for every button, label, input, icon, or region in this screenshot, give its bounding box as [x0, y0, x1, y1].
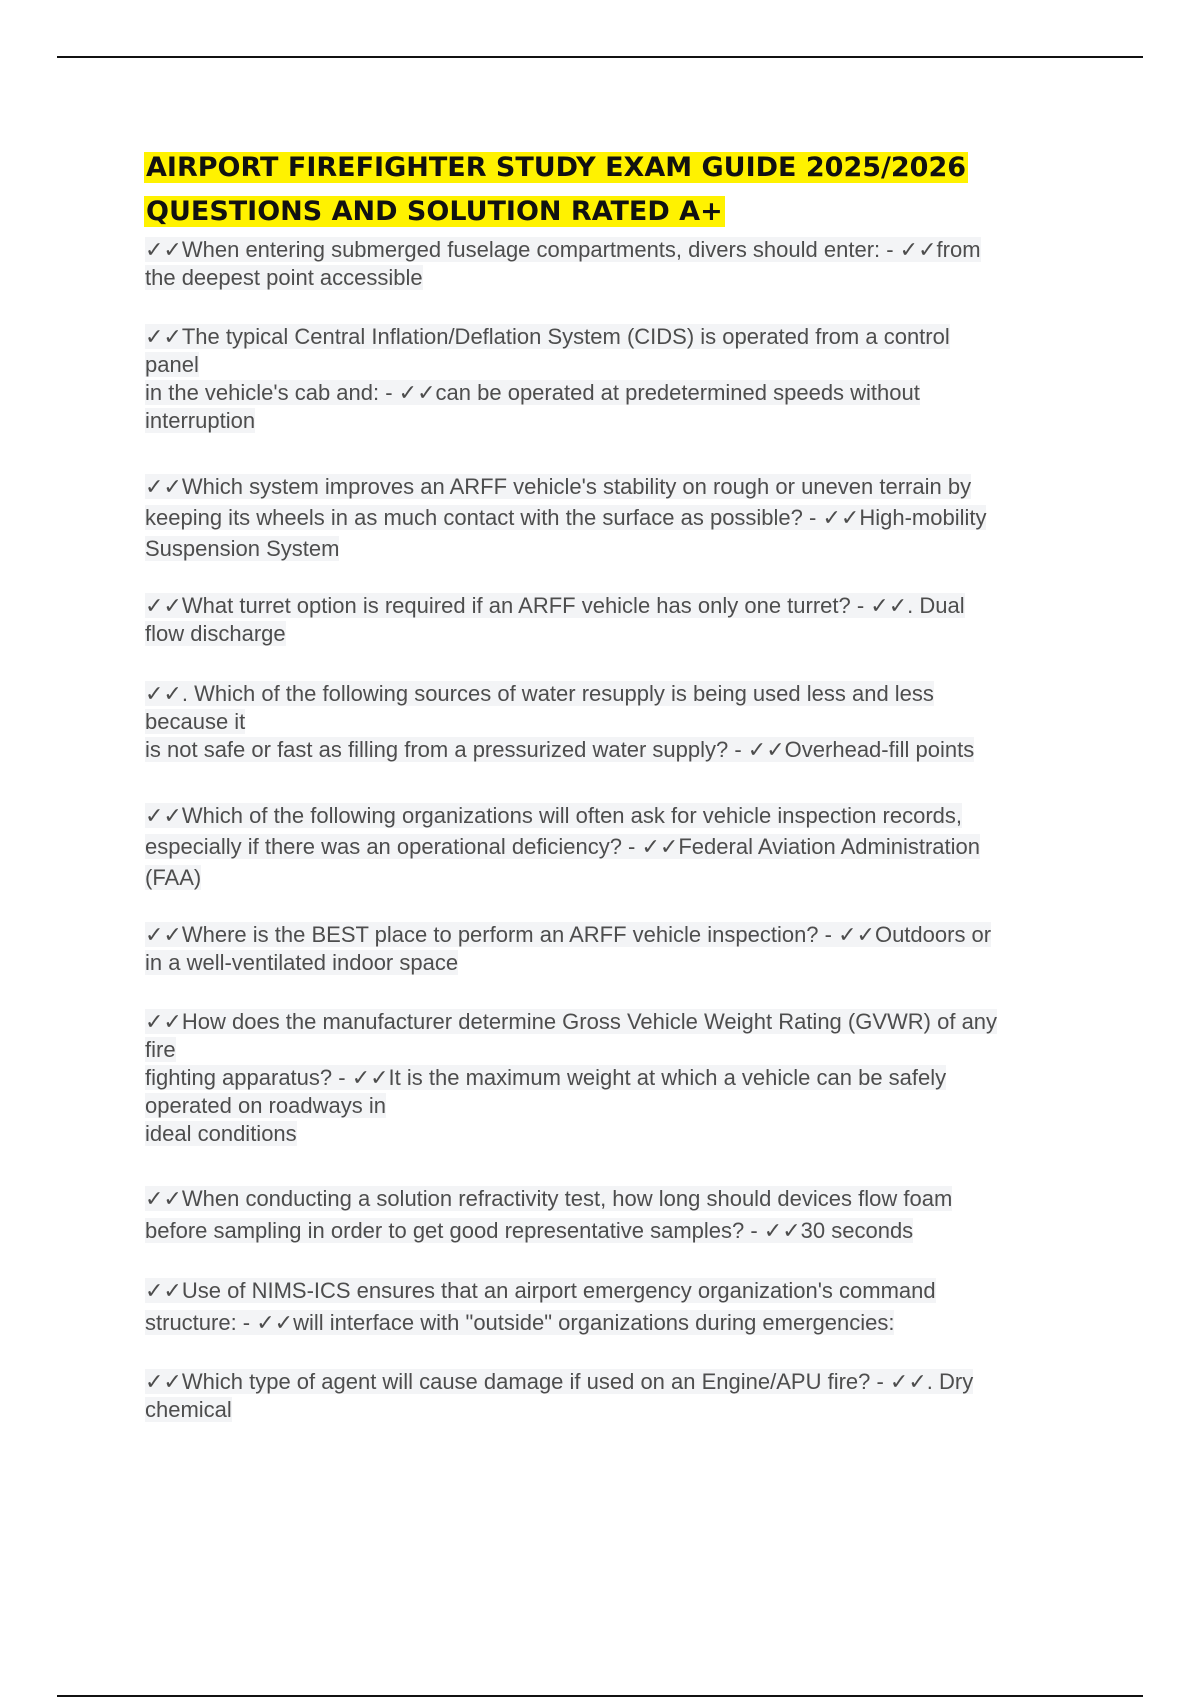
qa-line: ✓✓The typical Central Inflation/Deflation System (CIDS) is operated from a control: [145, 324, 950, 349]
qa-line: in a well-ventilated indoor space: [145, 950, 459, 975]
qa-line: ideal conditions: [145, 1121, 297, 1146]
qa-line: ✓✓What turret option is required if an ARFF vehicle has only one turret? - ✓✓. Dual: [145, 593, 965, 618]
qa-line: ✓✓Use of NIMS-ICS ensures that an airport emergency organization's command: [145, 1278, 936, 1303]
qa-item: [145, 1368, 1095, 1424]
qa-line: ✓✓Which type of agent will cause damage if used on an Engine/APU fire? - ✓✓. Dry: [145, 1369, 974, 1394]
qa-line: structure: - ✓✓will interface with "outside" organizations during emergencies:: [145, 1310, 895, 1335]
qa-item: [145, 1183, 1095, 1247]
qa-line: fire: [145, 1037, 176, 1062]
document-title: [144, 146, 1084, 234]
qa-item: [145, 1008, 1095, 1148]
qa-line: ✓✓Which system improves an ARFF vehicle's stability on rough or uneven terrain by: [145, 474, 972, 499]
qa-line: fighting apparatus? - ✓✓It is the maximum weight at which a vehicle can be safely: [145, 1065, 947, 1090]
qa-line: operated on roadways in: [145, 1093, 386, 1118]
qa-line: ✓✓Where is the BEST place to perform an ARFF vehicle inspection? - ✓✓Outdoors or: [145, 922, 992, 947]
qa-line: the deepest point accessible: [145, 265, 423, 290]
qa-item: [145, 323, 1095, 435]
top-rule: [57, 56, 1143, 58]
qa-line: before sampling in order to get good representative samples? - ✓✓30 seconds: [145, 1218, 914, 1243]
qa-line: interruption: [145, 408, 256, 433]
qa-item: [145, 471, 1095, 564]
bottom-rule: [57, 1695, 1143, 1697]
qa-line: Suspension System: [145, 536, 340, 561]
title-line-1: AIRPORT FIREFIGHTER STUDY EXAM GUIDE 2025/2026: [146, 152, 967, 183]
qa-line: ✓✓. Which of the following sources of water resupply is being used less and less: [145, 681, 934, 706]
qa-line: chemical: [145, 1397, 232, 1422]
qa-line: especially if there was an operational deficiency? - ✓✓Federal Aviation Administration: [145, 834, 981, 859]
qa-item: [145, 921, 1095, 977]
qa-line: ✓✓How does the manufacturer determine Gross Vehicle Weight Rating (GVWR) of any: [145, 1009, 998, 1034]
qa-line: ✓✓When conducting a solution refractivity test, how long should devices flow foam: [145, 1186, 953, 1211]
qa-line: is not safe or fast as filling from a pressurized water supply? - ✓✓Overhead-fill points: [145, 737, 975, 762]
title-line-2: QUESTIONS AND SOLUTION RATED A+: [146, 196, 723, 227]
qa-line: (FAA): [145, 865, 202, 890]
qa-item: [145, 1275, 1095, 1339]
qa-line: because it: [145, 709, 246, 734]
qa-line: ✓✓When entering submerged fuselage compartments, divers should enter: - ✓✓from: [145, 237, 981, 262]
qa-item: [145, 680, 1095, 764]
qa-line: panel: [145, 352, 199, 377]
qa-line: in the vehicle's cab and: - ✓✓can be operated at predetermined speeds without: [145, 380, 920, 405]
qa-line: flow discharge: [145, 621, 286, 646]
qa-item: [145, 800, 1095, 893]
qa-item: [145, 592, 1095, 648]
qa-item: [145, 236, 1095, 292]
qa-line: keeping its wheels in as much contact with the surface as possible? - ✓✓High-mobility: [145, 505, 987, 530]
qa-line: ✓✓Which of the following organizations will often ask for vehicle inspection records,: [145, 803, 963, 828]
